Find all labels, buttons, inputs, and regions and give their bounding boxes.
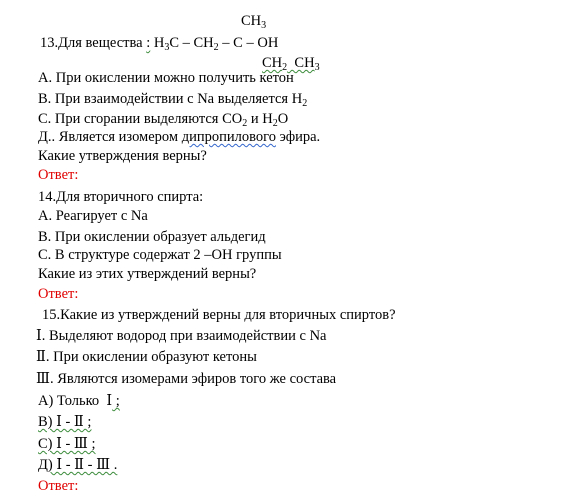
q15-statement-ii: Ⅱ. При окислении образуют кетоны [36, 349, 257, 365]
q13-option-c-sub-2: 2 [272, 118, 278, 129]
formula-top-text: CH [241, 13, 262, 29]
q15-title: 15.Какие из утверждений верны для вторичных спиртов? [42, 307, 396, 323]
q13-question: Какие утверждения верны? [38, 148, 207, 164]
formula-bottom-1: CH [262, 55, 283, 71]
q13-option-d [38, 128, 320, 146]
formula-bottom-2-sub: 3 [314, 62, 320, 73]
q14-option-c: С. В структуре содержат 2 –OH группы [38, 247, 282, 263]
formula-main-3: – C – OH [218, 35, 279, 51]
q15-statement-i: Ⅰ. Выделяют водород при взаимодействии с Na [36, 328, 327, 344]
q15-option-a-prefix: А) Только [38, 393, 107, 409]
q13-colon: : [146, 35, 151, 51]
q14-question: Какие из этих утверждений верны? [38, 266, 257, 282]
formula-top-group [241, 13, 266, 31]
q15-option-a-roman: Ⅰ [106, 393, 113, 409]
q13-option-c-sub-1: 2 [242, 118, 248, 129]
q15-option-b: В) Ⅰ - Ⅱ ; [38, 414, 92, 430]
q13-option-c-text-1: С. При сгорании выделяются CO [38, 111, 243, 127]
q15-statement-iii: Ⅲ. Являются изомерами эфиров того же состава [36, 371, 337, 387]
formula-bottom-2: CH [287, 55, 315, 71]
q13-title [40, 34, 278, 57]
q15-option-d: Д) Ⅰ - Ⅱ - Ⅲ . [38, 457, 118, 473]
q14-option-b: В. При окислении образует альдегид [38, 229, 266, 245]
q15-option-a-suffix: ; [112, 393, 120, 409]
formula-main-1: H [150, 35, 165, 51]
q13-option-b-sub: 2 [302, 98, 308, 109]
formula-main-1-sub: 3 [164, 42, 170, 53]
formula-main-2: C – CH [169, 35, 214, 51]
q13-option-c-text-3: O [277, 111, 289, 127]
q13-option-c-text-2: и H [247, 111, 273, 127]
q13-option-d-wavy: дипропилового [181, 129, 276, 145]
q15-option-c: С) Ⅰ - Ⅲ ; [38, 436, 96, 452]
formula-main-2-sub: 2 [213, 42, 219, 53]
q13-option-a: А. При окислении можно получить кетон [38, 70, 294, 86]
q13-option-b-text: В. При взаимодействии с Na выделяется H [38, 91, 303, 107]
q13-answer-label: Ответ: [38, 167, 79, 183]
q13-option-d-suffix: эфира. [275, 129, 321, 145]
formula-bottom-1-sub: 2 [282, 62, 288, 73]
q15-option-a [38, 392, 120, 410]
q14-answer-label: Ответ: [38, 286, 79, 302]
q15-answer-label: Ответ: [38, 478, 79, 494]
q13-option-d-prefix: Д.. Является изомером [38, 129, 182, 145]
q14-title: 14.Для вторичного спирта: [38, 189, 204, 205]
q14-option-a: А. Реагирует с Na [38, 208, 148, 224]
q13-prefix: 13.Для вещества [40, 35, 147, 51]
formula-top-sub: 3 [261, 20, 267, 31]
